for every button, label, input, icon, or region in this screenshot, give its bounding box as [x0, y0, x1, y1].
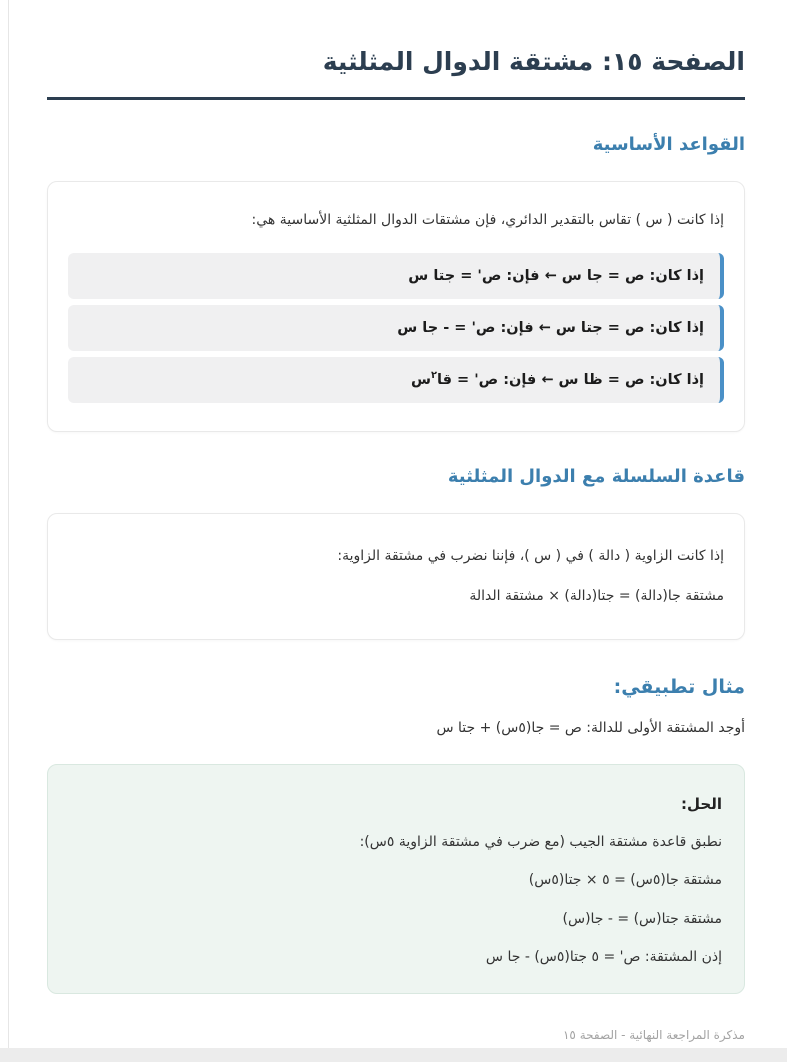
section-heading-example: مثال تطبيقي: [613, 676, 745, 698]
section-heading-chain-rule: قاعدة السلسلة مع الدوال المثلثية [447, 466, 745, 487]
chain-rule-formula: مشتقة جا(دالة) = جتا(دالة) × مشتقة الدالة [469, 587, 724, 604]
rule-tan-derivative: إذا كان: ص = ظا س ← فإن: ص' = قا $^٢$ س [68, 357, 724, 403]
document-page [8, 0, 787, 1048]
solution-step-3: مشتقة جتا(س) = - جا(س) [562, 910, 722, 927]
title-block [47, 0, 745, 100]
solution-box [47, 764, 745, 994]
solution-label: الحل: [681, 794, 722, 813]
section-heading-basic-rules: القواعد الأساسية [592, 133, 745, 155]
rule-tan-derivative-text: إذا كان: ص = ظا س ← فإن: ص' = قا [437, 372, 704, 388]
rule-tan-derivative-suffix: س [410, 372, 431, 388]
solution-step-4: إذن المشتقة: ص' = ٥ جتا(٥س) - جا س [485, 949, 722, 965]
chain-rule-intro: إذا كانت الزاوية ( دالة ) في ( س )، فإننا نضرب في مشتقة الزاوية: [337, 548, 724, 564]
example-problem: أوجد المشتقة الأولى للدالة: ص = جا(٥س) + جتا س [436, 720, 745, 736]
basic-rules-intro: إذا كانت ( س ) تقاس بالتقدير الدائري، فإن مشتقات الدوال المثلثية الأساسية هي: [251, 211, 724, 228]
page-footer: مذكرة المراجعة النهائية - الصفحة ١٥ [562, 1027, 745, 1042]
basic-rules-card [47, 181, 745, 433]
rule-cos-derivative [68, 305, 724, 351]
solution-step-2: مشتقة جا(٥س) = ٥ × جتا(٥س) [528, 872, 722, 888]
solution-step-1: نطبق قاعدة مشتقة الجيب (مع ضرب في مشتقة الزاوية ٥س): [359, 833, 722, 850]
rule-sin-derivative-text: إذا كان: ص = جا س ← فإن: ص' = جتا س [408, 268, 704, 284]
rule-cos-derivative-text: إذا كان: ص = جتا س ← فإن: ص' = - جا س [397, 320, 704, 336]
chain-rule-card [47, 513, 745, 640]
page-bottom-edge [0, 1048, 787, 1062]
page-title: الصفحة ١٥: مشتقة الدوال المثلثية [322, 47, 745, 76]
rule-sin-derivative [68, 253, 724, 299]
